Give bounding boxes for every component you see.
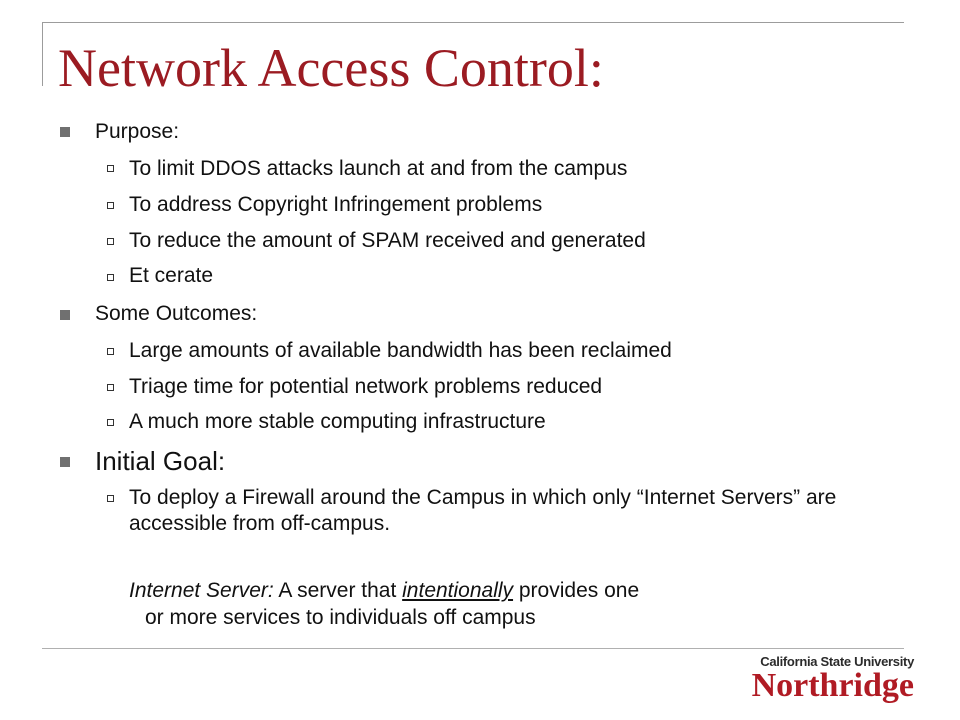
university-logo	[748, 652, 914, 708]
frame-top-rule	[42, 22, 904, 23]
section-heading-initial-goal: Initial Goal:	[95, 446, 226, 476]
hollow-square-bullet-icon	[107, 274, 114, 281]
list-item: Et cerate	[129, 264, 214, 287]
square-bullet-icon	[60, 127, 70, 137]
slide-title: Network Access Control:	[58, 38, 604, 98]
list-item: To limit DDOS attacks launch at and from the campus	[129, 157, 628, 180]
hollow-square-bullet-icon	[107, 384, 114, 391]
hollow-square-bullet-icon	[107, 202, 114, 209]
list-item: To reduce the amount of SPAM received and generated	[129, 229, 646, 252]
square-bullet-icon	[60, 457, 70, 467]
hollow-square-bullet-icon	[107, 165, 114, 172]
frame-left-rule	[42, 22, 43, 86]
hollow-square-bullet-icon	[107, 495, 114, 502]
definition-text-before: A server that	[273, 579, 403, 602]
definition-continuation: or more services to individuals off campus	[145, 606, 536, 629]
list-item: To deploy a Firewall around the Campus in which only “Internet Servers” are accessible from off-campus.	[129, 486, 837, 535]
list-item: Large amounts of available bandwidth has been reclaimed	[129, 339, 672, 362]
definition-term: Internet Server:	[129, 579, 274, 602]
list-item: Triage time for potential network problems reduced	[129, 375, 603, 398]
footer-rule	[42, 648, 904, 649]
logo-university-line: California State University	[760, 654, 914, 669]
hollow-square-bullet-icon	[107, 238, 114, 245]
definition-text-after: provides one	[513, 579, 640, 602]
internet-server-definition	[129, 577, 829, 631]
hollow-square-bullet-icon	[107, 419, 114, 426]
definition-emphasis: intentionally	[402, 579, 514, 602]
hollow-square-bullet-icon	[107, 348, 114, 355]
list-item: A much more stable computing infrastructure	[129, 410, 546, 433]
square-bullet-icon	[60, 310, 70, 320]
section-heading-purpose: Purpose:	[95, 120, 180, 143]
section-heading-outcomes: Some Outcomes:	[95, 302, 258, 325]
list-item: To address Copyright Infringement problems	[129, 193, 543, 216]
logo-campus-name: Northridge	[751, 667, 914, 704]
